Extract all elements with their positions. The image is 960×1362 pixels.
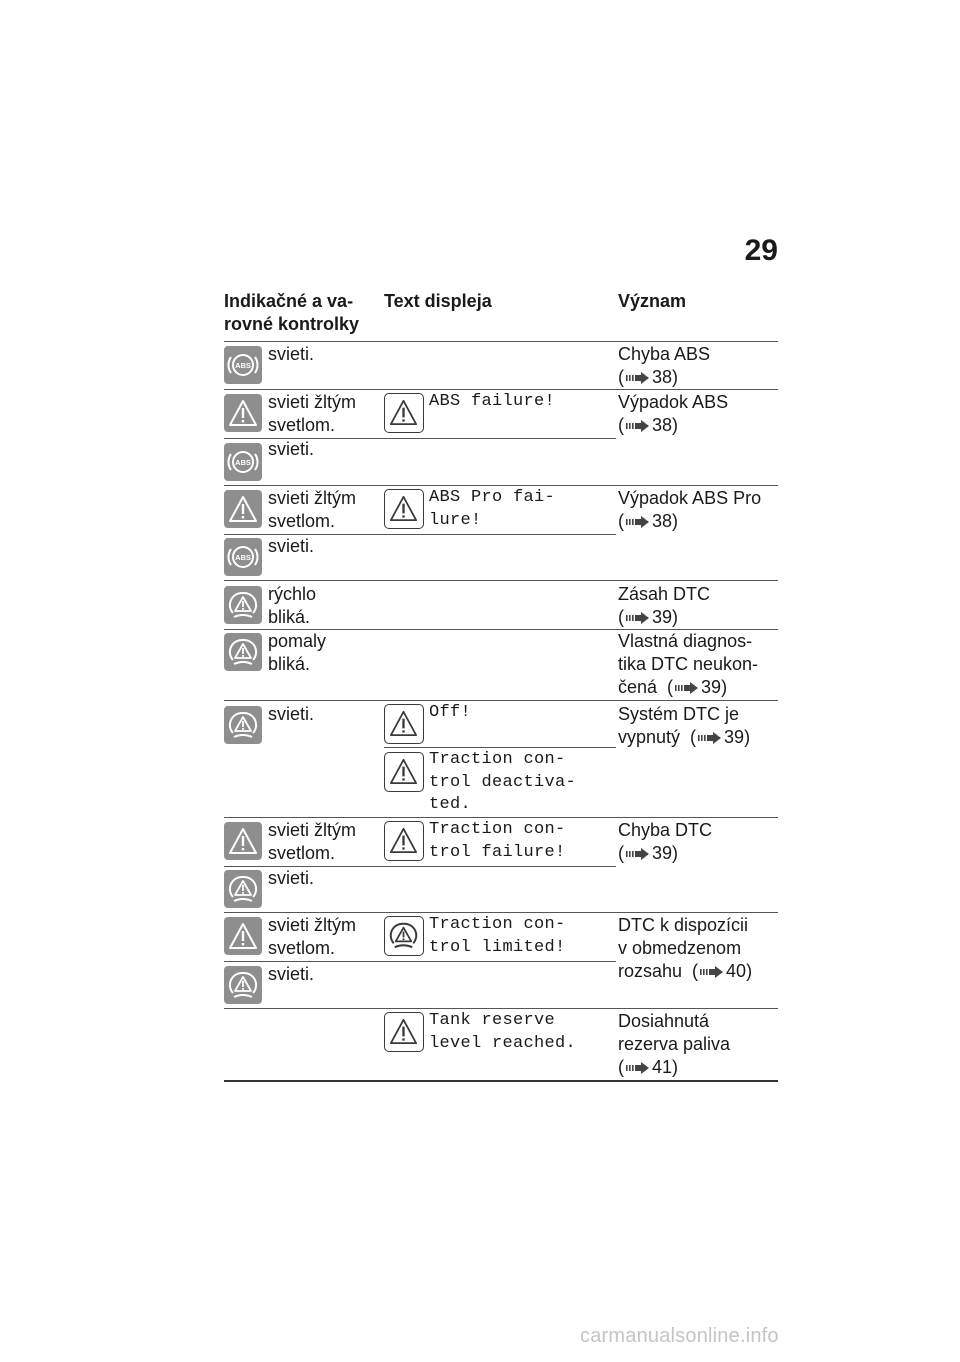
lamp-status-text: pomaly (268, 631, 327, 651)
header-col-indicators: Indikačné a va- (224, 291, 354, 311)
meaning-line: Výpadok ABS (618, 392, 729, 412)
reference-arrow-icon (626, 847, 650, 861)
watermark-text: carmanualsonline.info (580, 1325, 779, 1347)
lamp-status-text: svieti. (268, 536, 315, 556)
dtc-icon (224, 706, 262, 744)
lamp-status-text: svieti žltým (268, 392, 357, 412)
display-text: Traction con- (429, 750, 566, 769)
reference-arrow-icon (626, 515, 650, 529)
svg-text:ABS: ABS (235, 553, 251, 562)
abs-icon (224, 346, 262, 384)
table-rule (224, 1080, 778, 1082)
dtc-icon (224, 870, 262, 908)
table-rule (384, 747, 616, 748)
lamp-status-text: svieti. (268, 439, 315, 459)
abs-icon (224, 443, 262, 481)
lamp-status-text: svetlom. (268, 415, 336, 435)
svg-text:ABS: ABS (235, 458, 251, 467)
lamp-status-text: svieti. (268, 868, 315, 888)
reference-page: 39 (724, 727, 745, 747)
meaning-line: vypnutý (618, 727, 681, 747)
warning-triangle-icon (384, 393, 424, 433)
header-col-meaning: Význam (618, 291, 687, 311)
abs-icon (224, 538, 262, 576)
warning-triangle-icon (224, 917, 262, 955)
svg-text:ABS: ABS (235, 361, 251, 370)
display-text: level reached. (429, 1033, 577, 1053)
display-text: lure! (429, 510, 482, 530)
table-rule (224, 341, 778, 342)
display-text: Tank reserve (429, 1011, 556, 1030)
table-rule (224, 389, 778, 390)
display-text: trol limited! (429, 937, 566, 957)
warning-triangle-icon (384, 752, 424, 792)
meaning-line: Chyba DTC (618, 820, 713, 840)
lamp-status-text: svieti žltým (268, 488, 357, 508)
lamp-status-text: rýchlo (268, 584, 317, 604)
meaning-line: čená (618, 677, 658, 697)
page-reference[interactable]: ( 38) (618, 415, 679, 435)
meaning-line: Chyba ABS (618, 344, 711, 364)
reference-page: 38 (652, 415, 673, 435)
reference-arrow-icon (626, 611, 650, 625)
reference-page: 39 (701, 677, 722, 697)
display-text: ABS failure! (429, 392, 556, 411)
header-col-display: Text displeja (384, 291, 492, 311)
display-text: Off! (429, 703, 472, 722)
warning-triangle-icon (384, 1012, 424, 1052)
lamp-status-text: svieti. (268, 344, 315, 364)
dtc-icon (224, 966, 262, 1004)
table-rule (224, 817, 778, 818)
reference-page: 40 (726, 961, 747, 981)
dtc-icon (224, 586, 262, 624)
meaning-line: Výpadok ABS Pro (618, 488, 762, 508)
reference-arrow-icon (626, 1061, 650, 1075)
lamp-status-text: svetlom. (268, 938, 336, 958)
display-text: trol deactiva- (429, 772, 577, 792)
lamp-status-text: svieti. (268, 704, 315, 724)
table-rule (224, 961, 616, 962)
reference-arrow-icon (626, 371, 650, 385)
lamp-status-text: bliká. (268, 607, 311, 627)
lamp-status-text: svetlom. (268, 511, 336, 531)
dtc-warning-icon (384, 916, 424, 956)
warning-triangle-icon (384, 704, 424, 744)
meaning-line: rozsahu (618, 961, 683, 981)
lamp-status-text: svieti žltým (268, 820, 357, 840)
meaning-line: Vlastná diagnos- (618, 631, 753, 651)
lamp-status-text: svieti. (268, 964, 315, 984)
page-reference[interactable]: vypnutý ( 39) (618, 727, 751, 747)
reference-page: 41 (652, 1057, 673, 1077)
lamp-status-text: svetlom. (268, 843, 336, 863)
lamp-status-text: svieti žltým (268, 915, 357, 935)
reference-arrow-icon (700, 965, 724, 979)
table-rule (224, 700, 778, 701)
table-rule (224, 485, 778, 486)
display-text: trol failure! (429, 842, 566, 862)
reference-page: 38 (652, 511, 673, 531)
meaning-line: rezerva paliva (618, 1034, 731, 1054)
meaning-line: Systém DTC je (618, 704, 740, 724)
display-text: Traction con- (429, 915, 566, 934)
meaning-line: tika DTC neukon- (618, 654, 759, 674)
lamp-status-text: bliká. (268, 654, 311, 674)
dtc-icon (224, 633, 262, 671)
reference-page: 38 (652, 367, 673, 387)
table-rule (224, 1008, 778, 1009)
page-number: 29 (744, 234, 778, 267)
table-rule (224, 580, 778, 581)
reference-page: 39 (652, 607, 673, 627)
meaning-line: Zásah DTC (618, 584, 711, 604)
table-rule (224, 912, 778, 913)
warning-triangle-icon (224, 822, 262, 860)
meaning-line: Dosiahnutá (618, 1011, 710, 1031)
reference-arrow-icon (675, 681, 699, 695)
page-reference[interactable]: ( 39) (618, 607, 679, 627)
header-col-indicators: rovné kontrolky (224, 314, 360, 334)
warning-triangle-icon (384, 489, 424, 529)
page-reference[interactable]: ( 38) (618, 511, 679, 531)
display-text: ted. (429, 795, 472, 814)
reference-arrow-icon (626, 419, 650, 433)
warning-triangle-icon (224, 490, 262, 528)
display-text: ABS Pro fai- (429, 488, 556, 507)
display-text: Traction con- (429, 820, 566, 839)
meaning-line: DTC k dispozícii (618, 915, 749, 935)
reference-page: 39 (652, 843, 673, 863)
page-reference[interactable]: ( 41) (618, 1057, 679, 1077)
meaning-line: v obmedzenom (618, 938, 742, 958)
warning-triangle-icon (224, 394, 262, 432)
reference-arrow-icon (698, 731, 722, 745)
page-reference[interactable]: čená ( 39) (618, 677, 728, 697)
page-reference[interactable]: ( 38) (618, 367, 679, 387)
page-reference[interactable]: ( 39) (618, 843, 679, 863)
page-reference[interactable]: rozsahu ( 40) (618, 961, 753, 981)
warning-triangle-icon (384, 821, 424, 861)
